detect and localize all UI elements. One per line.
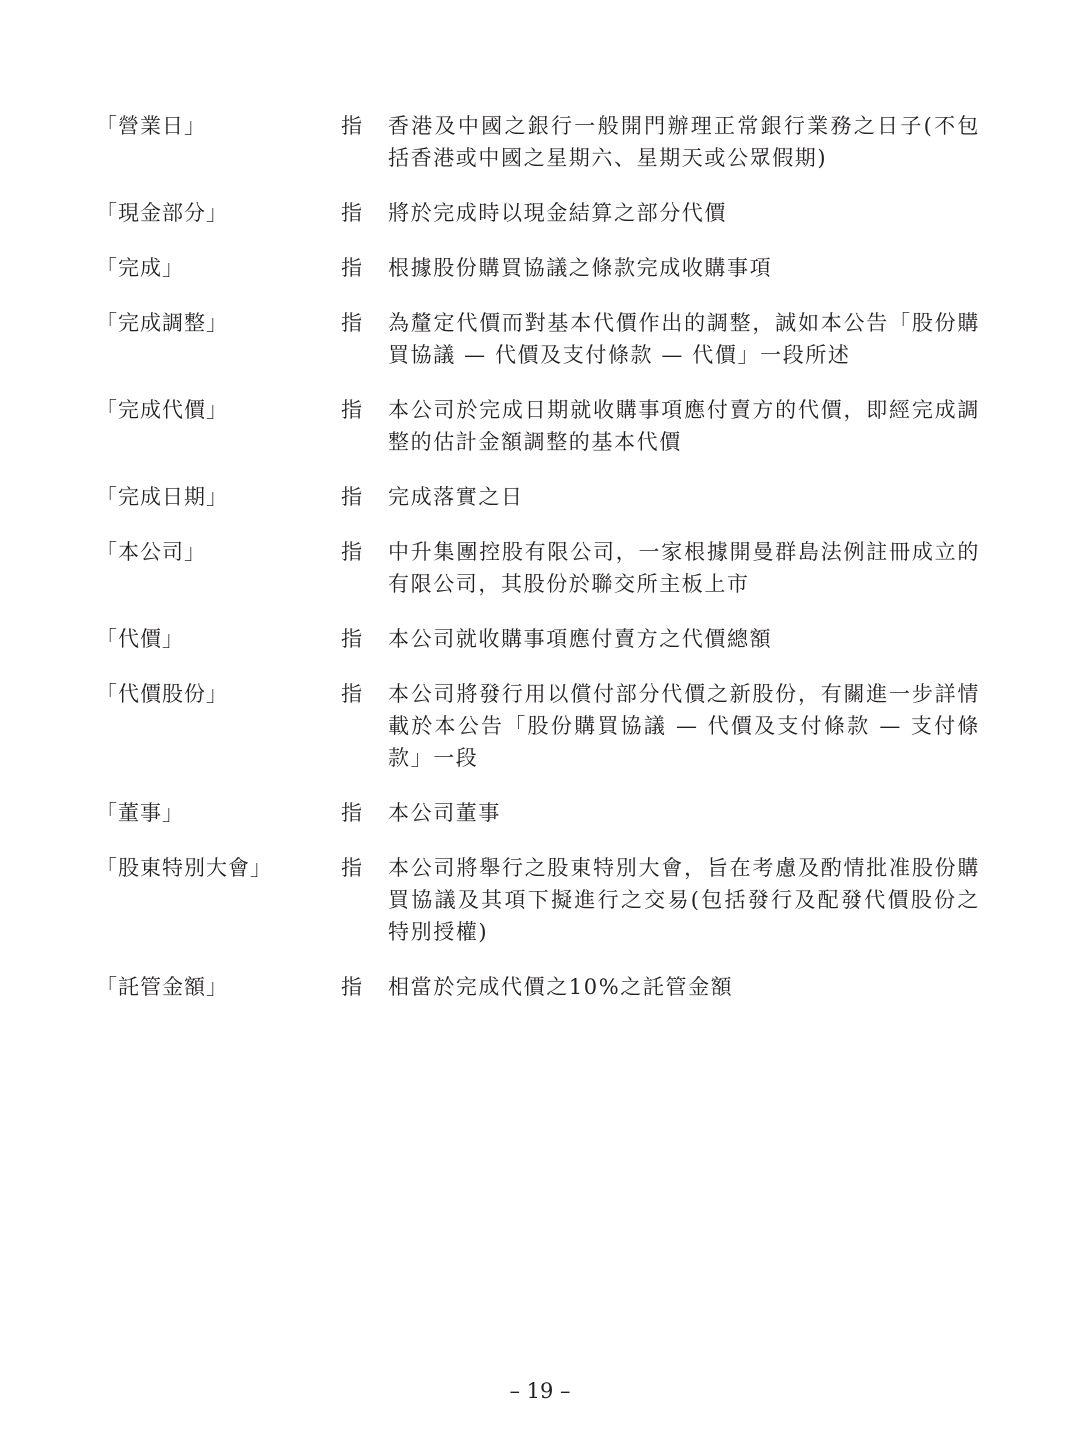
definition-term: 「託管金額」 bbox=[96, 975, 228, 999]
page-number: – 19 – bbox=[509, 1379, 571, 1403]
definition-term: 「完成日期」 bbox=[96, 485, 228, 509]
definition-row bbox=[96, 623, 986, 655]
definition-term: 「董事」 bbox=[96, 801, 184, 825]
definition-description: 將於完成時以現金結算之部分代價 bbox=[388, 201, 727, 225]
definition-means: 指 bbox=[341, 975, 362, 999]
definition-row bbox=[96, 110, 986, 174]
definition-term: 「現金部分」 bbox=[96, 201, 228, 225]
definition-means: 指 bbox=[341, 801, 362, 825]
definition-row bbox=[96, 481, 986, 513]
definition-description: 完成落實之日 bbox=[388, 485, 524, 509]
definition-description: 本公司董事 bbox=[388, 801, 501, 825]
definition-row bbox=[96, 307, 986, 371]
definition-row bbox=[96, 971, 986, 1003]
definition-means: 指 bbox=[341, 114, 362, 138]
definition-row bbox=[96, 678, 986, 774]
definition-row bbox=[96, 536, 986, 600]
definition-means: 指 bbox=[341, 311, 362, 335]
definition-row bbox=[96, 394, 986, 458]
definition-row bbox=[96, 852, 986, 948]
definition-description: 根據股份購買協議之條款完成收購事項 bbox=[388, 256, 773, 280]
definition-description: 中升集團控股有限公司，一家根據開曼群島法例註冊成立的有限公司，其股份於聯交所主板上市 bbox=[388, 540, 980, 596]
definition-means: 指 bbox=[341, 485, 362, 509]
definition-means: 指 bbox=[341, 398, 362, 422]
definition-means: 指 bbox=[341, 856, 362, 880]
definition-description: 香港及中國之銀行一般開門辦理正常銀行業務之日子(不包括香港或中國之星期六、星期天或公眾假期) bbox=[388, 114, 980, 170]
definition-term: 「完成調整」 bbox=[96, 311, 228, 335]
definition-description: 本公司將發行用以償付部分代價之新股份，有關進一步詳情載於本公告「股份購買協議 — 代價及支付條款 — 支付條款」一段 bbox=[388, 682, 980, 770]
definition-means: 指 bbox=[341, 540, 362, 564]
definition-row bbox=[96, 197, 986, 229]
definition-means: 指 bbox=[341, 627, 362, 651]
definition-means: 指 bbox=[341, 256, 362, 280]
definition-term: 「完成代價」 bbox=[96, 398, 228, 422]
definition-means: 指 bbox=[341, 201, 362, 225]
definition-term: 「本公司」 bbox=[96, 540, 206, 564]
definition-term: 「股東特別大會」 bbox=[96, 856, 272, 880]
definition-row bbox=[96, 797, 986, 829]
definitions-list bbox=[96, 110, 986, 1026]
definition-means: 指 bbox=[341, 682, 362, 706]
definition-term: 「營業日」 bbox=[96, 114, 206, 138]
definition-description: 相當於完成代價之10%之託管金額 bbox=[388, 975, 734, 999]
definition-term: 「完成」 bbox=[96, 256, 184, 280]
definition-description: 本公司就收購事項應付賣方之代價總額 bbox=[388, 627, 773, 651]
definition-row bbox=[96, 252, 986, 284]
definition-term: 「代價股份」 bbox=[96, 682, 228, 706]
definition-description: 本公司於完成日期就收購事項應付賣方的代價，即經完成調整的估計金額調整的基本代價 bbox=[388, 398, 980, 454]
definition-description: 為釐定代價而對基本代價作出的調整，誠如本公告「股份購買協議 — 代價及支付條款 — 代價」一段所述 bbox=[388, 311, 980, 367]
definition-term: 「代價」 bbox=[96, 627, 184, 651]
definition-description: 本公司將舉行之股東特別大會，旨在考慮及酌情批准股份購買協議及其項下擬進行之交易(包括發行及配發代價股份之特別授權) bbox=[388, 856, 980, 944]
